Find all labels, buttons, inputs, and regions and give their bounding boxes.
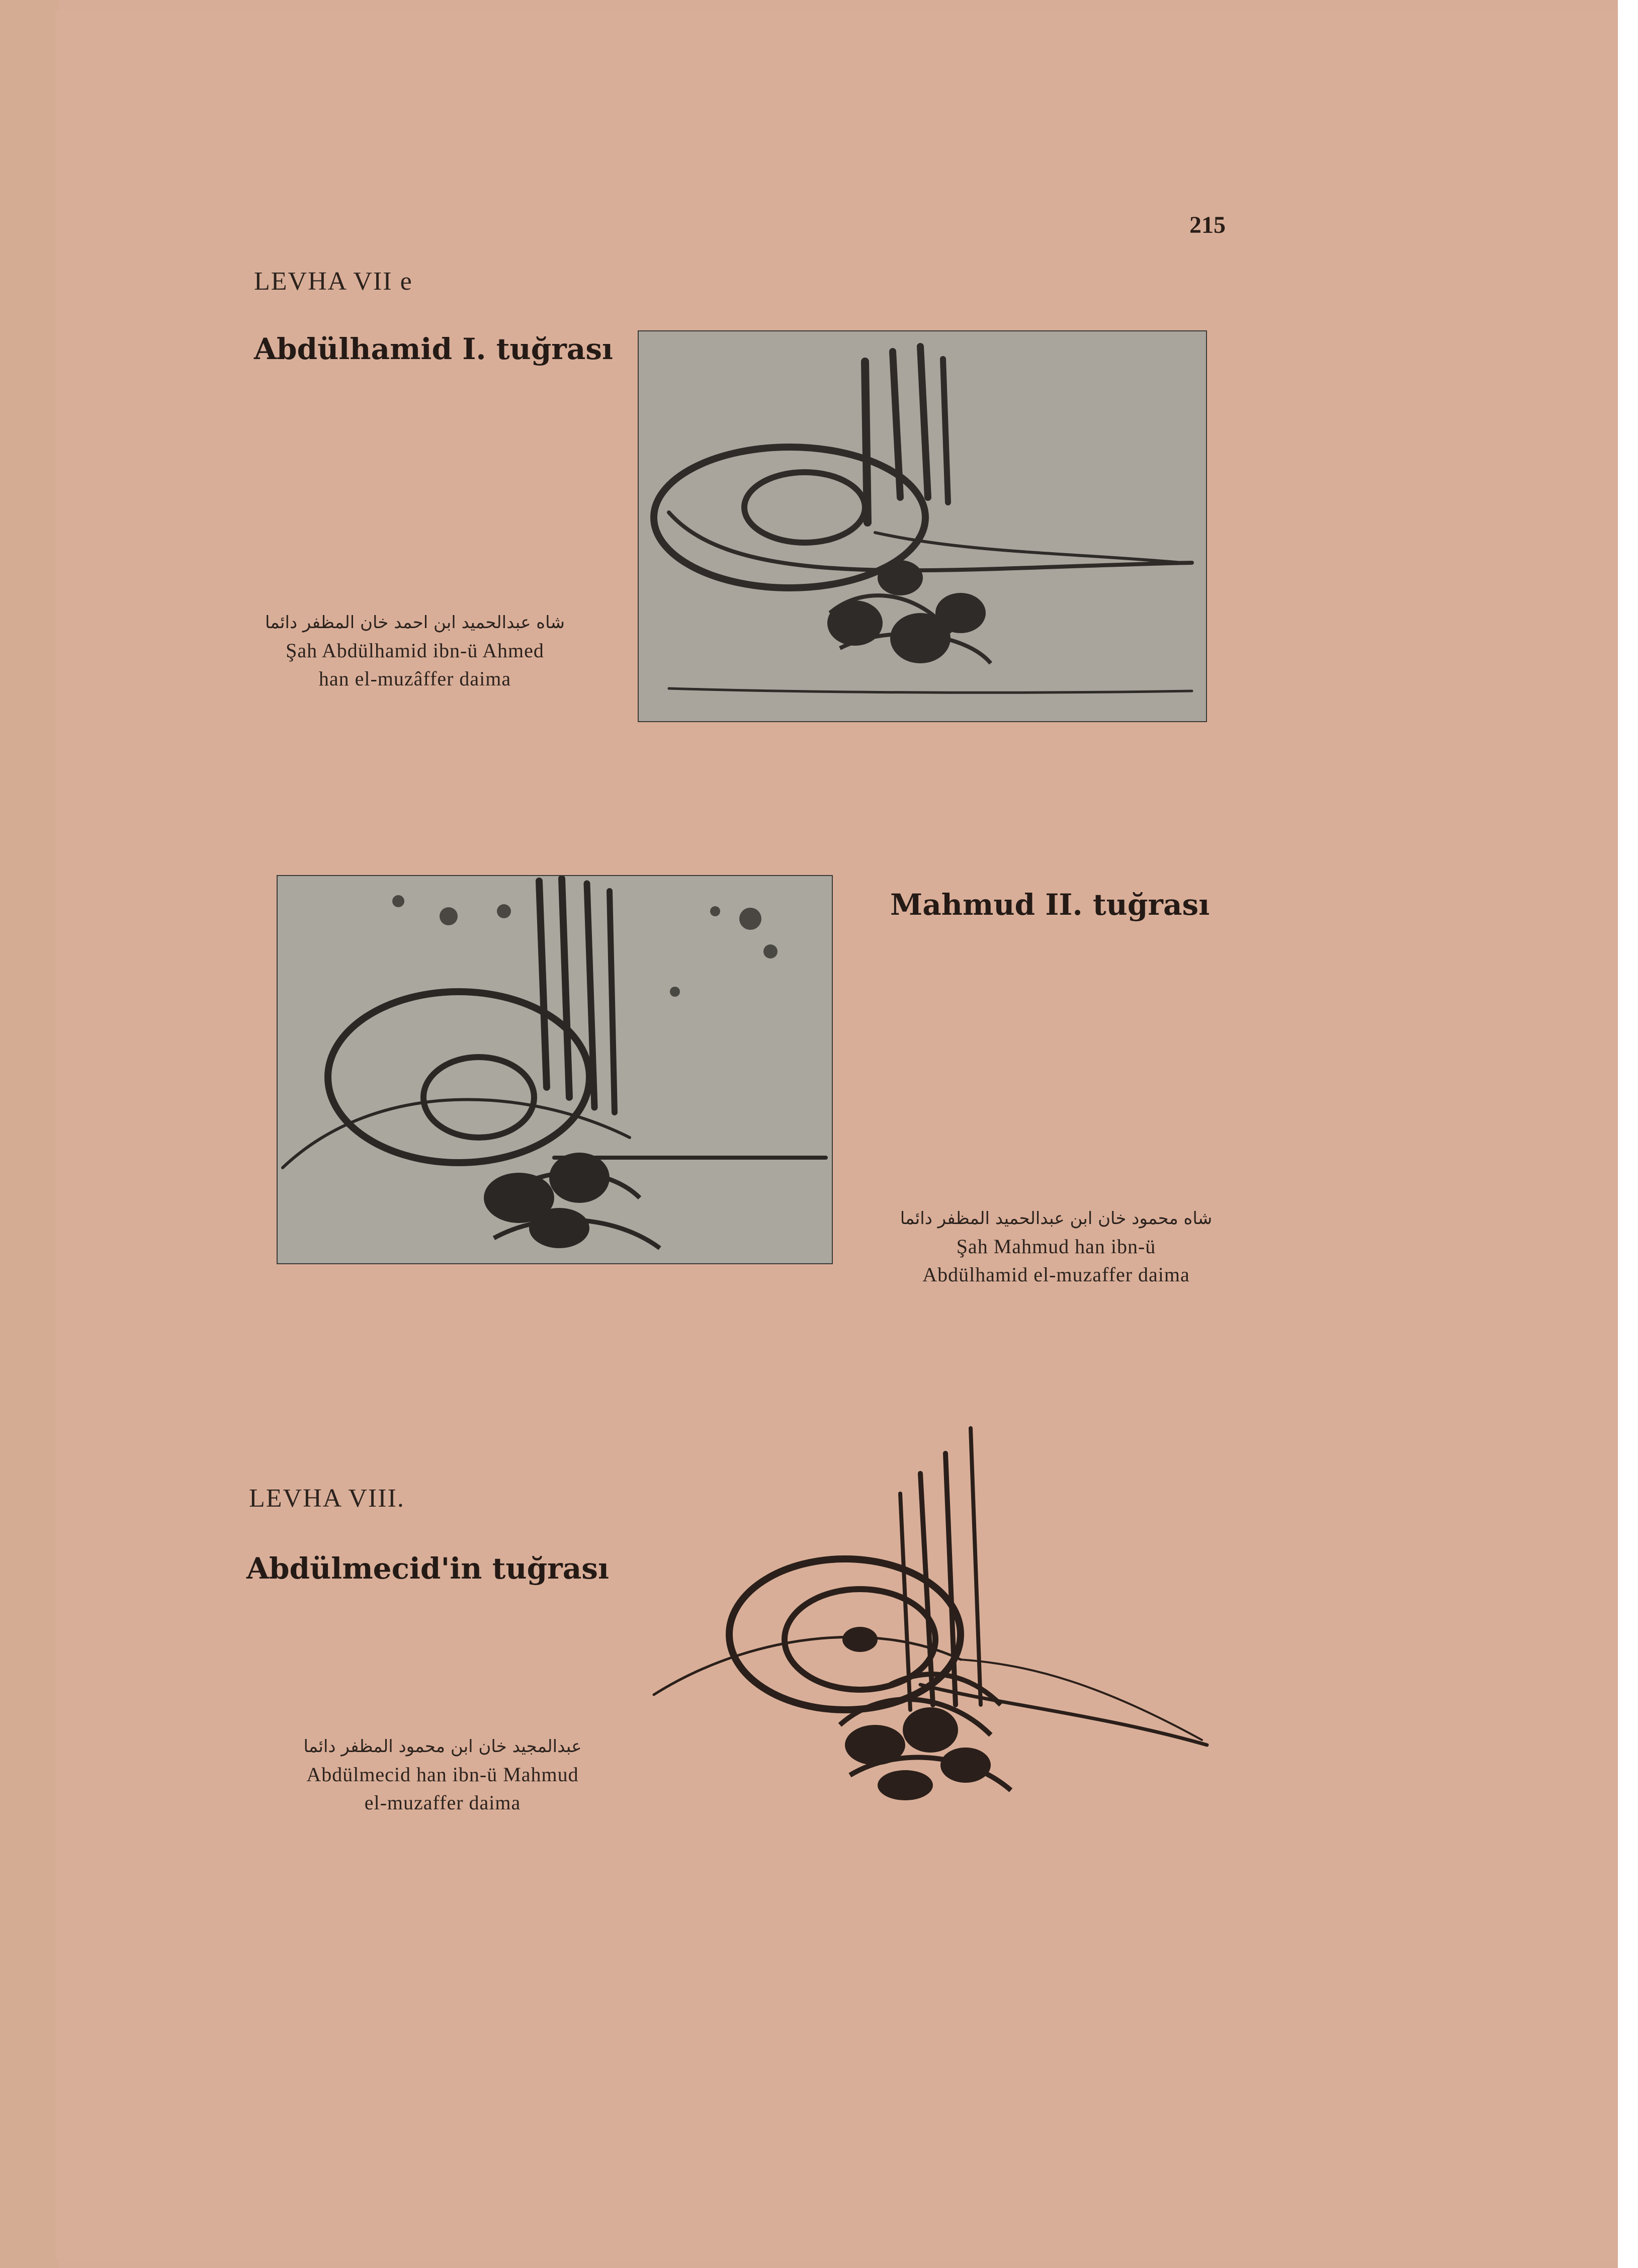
plate-label-viii: LEVHA VIII.	[249, 1484, 405, 1513]
plate-title-abdulhamid: Abdülhamid I. tuğrası	[254, 332, 614, 366]
caption-abdulhamid	[229, 608, 601, 693]
caption-line2-abdulmecid: el-muzaffer daima	[364, 1791, 521, 1814]
tugra-photo-mahmud	[277, 875, 833, 1264]
tugra-photo-abdulhamid	[638, 330, 1207, 722]
caption-line2-abdulhamid: han el-muzâffer daima	[318, 667, 511, 690]
caption-line1-abdulhamid: Şah Abdülhamid ibn-ü Ahmed	[286, 639, 544, 662]
caption-arabic-mahmud: شاه محمود خان ابن عبدالحميد المظفر دائما	[900, 1208, 1213, 1229]
caption-line1-abdulmecid: Abdülmecid han ibn-ü Mahmud	[306, 1763, 579, 1786]
caption-mahmud	[878, 1204, 1235, 1289]
plate-title-mahmud: Mahmud II. tuğrası	[890, 888, 1210, 922]
plate-title-abdulmecid: Abdülmecid'in tuğrası	[246, 1551, 609, 1586]
plate-label-vii-e: LEVHA VII e	[254, 267, 413, 296]
page-edge-left	[0, 0, 58, 2268]
tugra-drawing-abdulmecid	[649, 1423, 1217, 1820]
caption-arabic-abdulmecid: عبدالمجيد خان ابن محمود المظفر دائما	[303, 1736, 582, 1757]
scan-margin-right	[1618, 0, 1638, 2268]
caption-abdulmecid	[251, 1732, 634, 1817]
caption-line2-mahmud: Abdülhamid el-muzaffer daima	[922, 1263, 1190, 1286]
caption-arabic-abdulhamid: شاه عبدالحميد ابن احمد خان المظفر دائما	[265, 613, 565, 633]
page-number: 215	[1189, 212, 1226, 238]
caption-line1-mahmud: Şah Mahmud han ibn-ü	[956, 1235, 1156, 1258]
